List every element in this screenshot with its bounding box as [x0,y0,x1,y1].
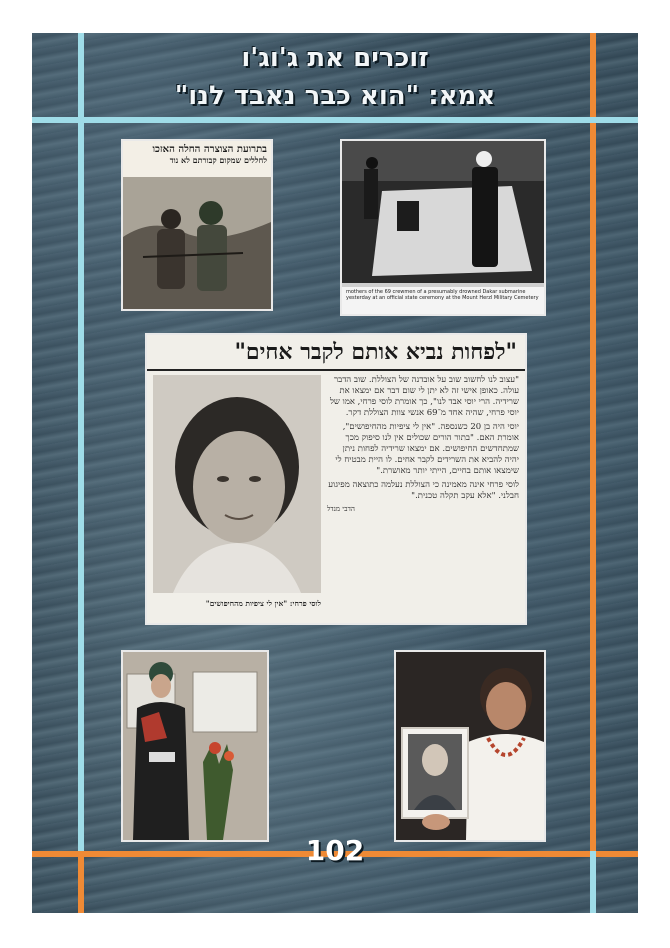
page-background [32,33,638,913]
photo-mother-with-portrait [394,650,546,842]
frame-line-top-cyan [32,117,638,123]
page-subtitle: אמא: "הוא כבר נאבד לנו" [174,81,496,111]
article-byline: הדבי מנדל [327,505,355,513]
page-title: זוכרים את ג'וג'ו [241,43,429,73]
article-paragraph: יוסי היה בן 20 כשנספה. "אין לי ציפיות מהחיפושים", אומרת האם. "בתור הורים שכולים אין לנו סיפוק מכך שמתחדשים החיפושים. אם ימצאו שרידיה לפחות ניתן יהיה להביא את השרידים לקבר אחים. לו היית מבטיח לי שימצאו אותם בחיים, הייתי יותר מאושרת." [335,422,519,476]
clipping1-subhead: לחללים שמקום קבורתם לא נוד [169,155,267,165]
soldiers-photo-image [123,177,271,311]
newspaper-clipping-memorial [340,139,546,316]
article-paragraph: לוסי פרחי אינה מאמינה כי הצוללת נעלמה כתוצאה מפיגוע חבלני. "אלא עקב תקלה טכנית." [328,480,519,501]
woman-portrait-image [153,375,321,593]
newspaper-article [145,333,527,625]
frame-line-left-cyan [78,33,84,913]
frame-line-right-orange [590,33,596,913]
memorial-photo-image [342,141,544,283]
portrait-caption: לוסי פרחי: "אין לי ציפיות מהחיפושים" [205,599,321,608]
newspaper-clipping-soldiers [121,139,273,311]
clipping2-caption: mothers of the 69 crewmen of a presumably drowned Dakar submarine yesterday at an official state ceremony at the Mount Herzl Military Cemetery [342,287,544,316]
article-portrait [153,375,321,608]
clipping1-headline: בתרועת הצוצרה החלה האזכו [152,144,267,155]
page-number: 102 [305,834,365,867]
article-headline: "לפחות נביא אותם לקבר אחים" [147,335,525,371]
article-body [321,375,519,608]
woman-memorial-image [123,652,267,840]
mother-portrait-image [396,652,544,840]
photo-woman-at-memorial [121,650,269,842]
article-paragraph: "עצוב לנו לחשוב שוב על אובדנה של הצוללת. שוב הדבר עולה. כאופן אישי זה לא יתן לי שום דבר אם ימצאו את שרידיה. הרי יוסי אבד לנו", כך אומרת לוסי פרחי, אמו של יוסי פרחי, שהיה אחד מ־69 אנשי צוות הצוללת דקר. [329,375,519,418]
